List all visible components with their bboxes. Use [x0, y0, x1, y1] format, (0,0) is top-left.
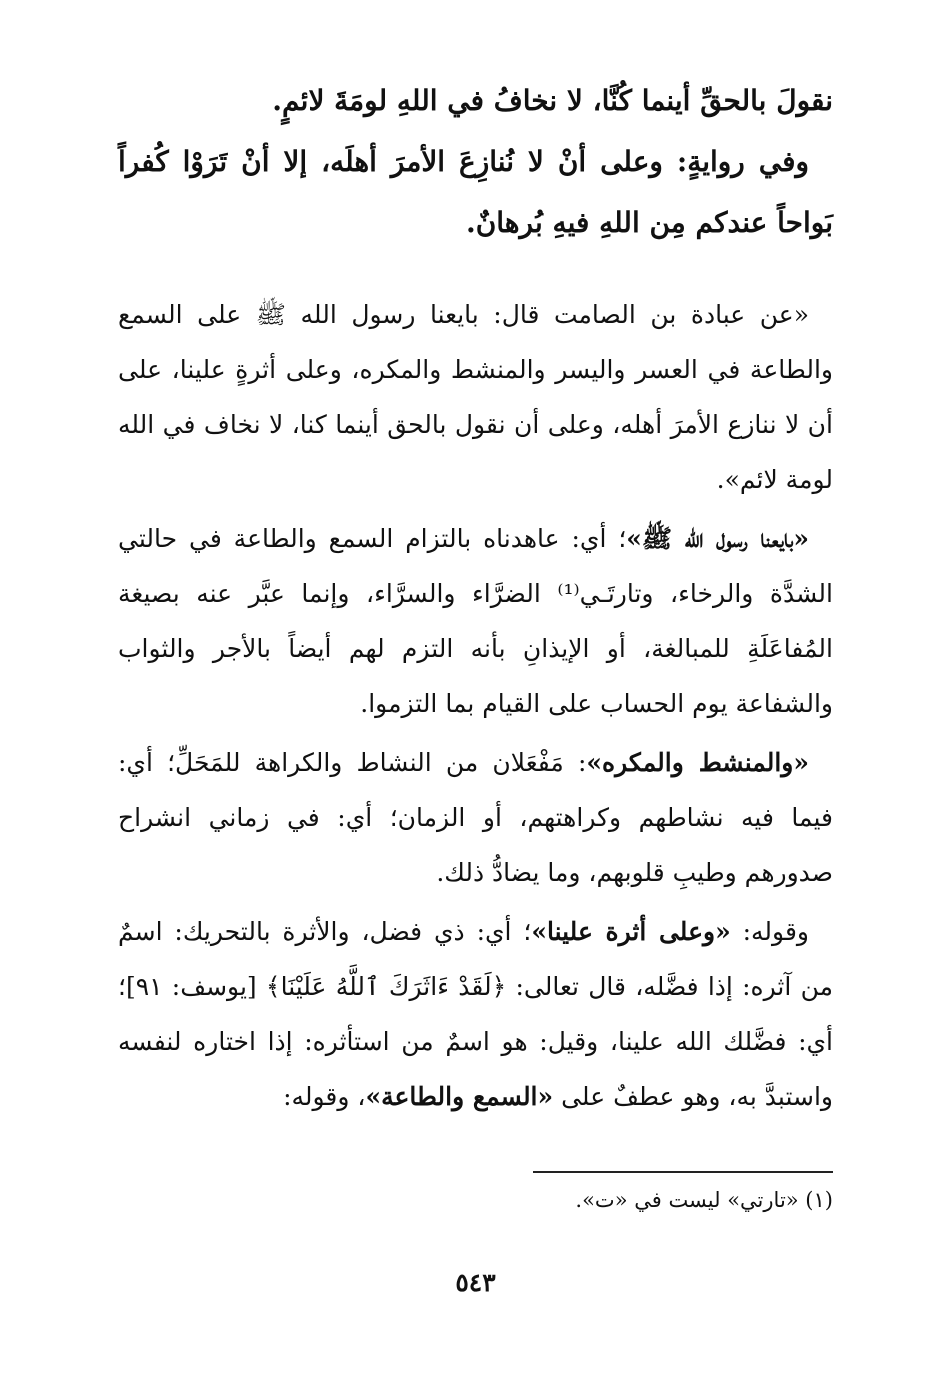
paragraph-1 — [118, 287, 833, 507]
paragraph-3 — [118, 735, 833, 900]
page-content — [118, 70, 833, 1310]
paragraph-4 — [118, 904, 833, 1124]
paragraph-2 — [118, 511, 833, 731]
paragraph-4-text: ؛ أي: ذي فضل، والأثرة بالتحريك: اسمٌ من آثره: إذا فضَّله، قال تعالى: ﴿لَقَدْ ءَاثَرَكَ ٱللَّهُ عَلَيْنَا﴾ [يوسف: ٩١]؛ أي: فضَّلك الله علينا، وقيل: هو اسمٌ من استأثره: إذا اختاره لنفسه واستبدَّ به، وهو عطفٌ على — [118, 917, 833, 1111]
paragraph-4-heading-2: «السمع والطاعة» — [365, 1082, 554, 1111]
paragraph-4-lead: وقوله: — [730, 917, 809, 946]
paragraph-3-heading: «والمنشط والمكره» — [586, 748, 809, 777]
hadith-line-1 — [118, 70, 833, 131]
paragraph-3-text: : مَفْعَلان من النشاط والكراهة للمَحَلِّ؛ أي: فيما فيه نشاطهم وكراهتهم، أو الزمان؛ أي: في زماني انشراح صدورهم وطيبِ قلوبهم، وما يضادُّ ذلك. — [118, 748, 833, 887]
hadith-line-2-text: وفي روايةٍ: وعلى أنْ لا نُنازِعَ الأمرَ أهلَه، إلا أنْ تَرَوْا كُفراً بَواحاً عندكم مِن اللهِ فيهِ بُرهانٌ. — [118, 145, 833, 239]
page-number: ٥٤٣ — [455, 1268, 496, 1297]
paragraph-4-heading: «وعلى أثرة علينا» — [531, 917, 731, 946]
paragraph-2-text: ؛ أي: عاهدناه بالتزام السمع والطاعة في حالتي الشدَّة والرخاء، وتارتَـي⁽¹⁾ الضرَّاء والسرَّاء، وإنما عبَّر عنه بصيغة المُفاعَلَةِ للمبالغة، أو الإيذانِ بأنه التزم لهم أيضاً بالأجر والثواب والشفاعة يوم الحساب على القيام بما التزموا. — [118, 524, 833, 718]
paragraph-1-text: «عن عبادة بن الصامت قال: بايعنا رسول الله ﷺ على السمع والطاعة في العسر واليسر والمنشط والمكره، وعلى أثرةٍ علينا، على أن لا ننازع الأمرَ أهله، وعلى أن نقول بالحق أينما كنا، لا نخاف في الله لومة لائم». — [118, 300, 833, 494]
paragraph-4-tail: ، وقوله: — [283, 1082, 366, 1111]
footnote: (١) «تارتي» ليست في «ت». — [575, 1188, 833, 1212]
hadith-line-2 — [118, 131, 833, 253]
section-gap — [118, 253, 833, 287]
paragraph-2-heading: «بايعنا رسول الله ﷺ» — [626, 524, 809, 553]
hadith-line-1-text: نقولَ بالحقِّ أينما كُنَّا، لا نخافُ في اللهِ لومَةَ لائمٍ. — [272, 84, 833, 117]
footnote-divider — [533, 1171, 833, 1173]
